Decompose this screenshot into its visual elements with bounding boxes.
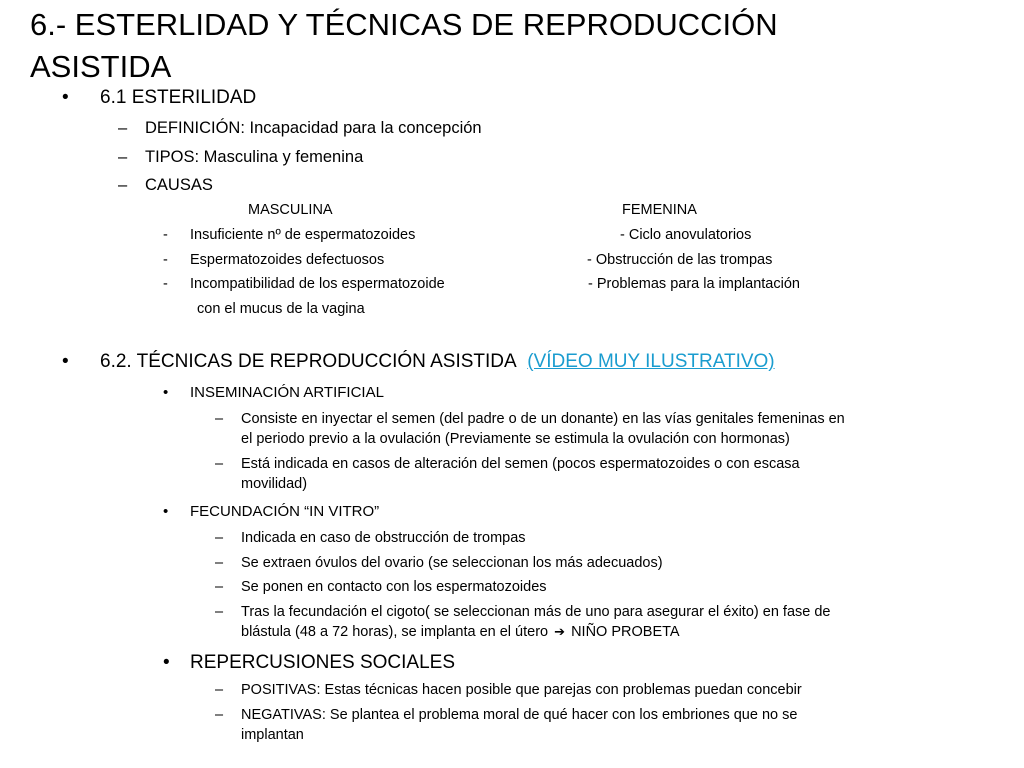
positivas-item: POSITIVAS: Estas técnicas hacen posible que parejas con problemas puedan concebir xyxy=(241,682,802,698)
title-line-2: ASISTIDA xyxy=(30,49,172,84)
fecundacion-item: Indicada en caso de obstrucción de trompas xyxy=(241,530,526,546)
masculina-cause: Incompatibilidad de los espermatozoide xyxy=(190,276,445,292)
fecundacion-item: Se ponen en contacto con los espermatozoides xyxy=(241,579,547,595)
hyphen: - xyxy=(163,227,168,243)
bullet: • xyxy=(163,384,169,401)
video-link[interactable]: (VÍDEO MUY ILUSTRATIVO) xyxy=(527,351,775,372)
bullet: • xyxy=(163,503,169,520)
masculina-header: MASCULINA xyxy=(248,202,333,218)
dash: – xyxy=(215,579,224,595)
nino-probeta-text: NIÑO PROBETA xyxy=(571,624,680,640)
causas-item: CAUSAS xyxy=(145,176,213,194)
dash: – xyxy=(215,530,224,546)
bullet: • xyxy=(62,87,69,108)
dash: – xyxy=(215,456,224,472)
inseminacion-indication-line-1: Está indicada en casos de alteración del semen (pocos espermatozoides o con escasa xyxy=(241,456,800,472)
dash: – xyxy=(215,555,224,571)
hyphen: - xyxy=(163,276,168,292)
femenina-header: FEMENINA xyxy=(622,202,697,218)
femenina-cause: - Ciclo anovulatorios xyxy=(620,227,752,243)
arrow-right-icon: ➔ xyxy=(554,624,566,639)
inseminacion-desc-line-1: Consiste en inyectar el semen (del padre o de un donante) en las vías genitales femeninas en xyxy=(241,411,845,427)
dash: – xyxy=(215,707,224,723)
bullet: • xyxy=(163,652,170,673)
negativas-item-line-2: implantan xyxy=(241,727,304,743)
fecundacion-item-last-text: blástula (48 a 72 horas), se implanta en el útero xyxy=(241,624,549,640)
section-heading-esterilidad: 6.1 ESTERILIDAD xyxy=(100,87,257,108)
section-heading-tecnicas xyxy=(100,351,775,373)
dash: – xyxy=(118,148,128,166)
tipos-item: TIPOS: Masculina y femenina xyxy=(145,148,364,166)
negativas-item-line-1: NEGATIVAS: Se plantea el problema moral de qué hacer con los embriones que no se xyxy=(241,707,798,723)
hyphen: - xyxy=(163,252,168,268)
title-line-1: 6.- ESTERLIDAD Y TÉCNICAS DE REPRODUCCIÓN xyxy=(30,7,778,42)
dash: – xyxy=(118,176,128,194)
page-title xyxy=(30,4,778,88)
repercusiones-heading: REPERCUSIONES SOCIALES xyxy=(190,652,456,673)
fecundacion-heading: FECUNDACIÓN “IN VITRO” xyxy=(190,503,380,520)
masculina-cause: Insuficiente nº de espermatozoides xyxy=(190,227,416,243)
inseminacion-indication-line-2: movilidad) xyxy=(241,476,308,492)
masculina-cause: Espermatozoides defectuosos xyxy=(190,252,385,268)
inseminacion-heading: INSEMINACIÓN ARTIFICIAL xyxy=(190,384,384,401)
section-heading-tecnicas-text: 6.2. TÉCNICAS DE REPRODUCCIÓN ASISTIDA xyxy=(100,351,517,372)
definicion-item: DEFINICIÓN: Incapacidad para la concepción xyxy=(145,119,482,137)
dash: – xyxy=(215,682,224,698)
dash: – xyxy=(118,119,128,137)
fecundacion-item-last-line-2 xyxy=(241,623,680,641)
fecundacion-item: Se extraen óvulos del ovario (se seleccionan los más adecuados) xyxy=(241,555,663,571)
bullet: • xyxy=(62,351,69,372)
femenina-cause: - Obstrucción de las trompas xyxy=(587,252,773,268)
femenina-cause: - Problemas para la implantación xyxy=(588,276,800,292)
fecundacion-item-last-line-1: Tras la fecundación el cigoto( se seleccionan más de uno para asegurar el éxito) en fase de xyxy=(241,604,831,620)
masculina-cause-continuation: con el mucus de la vagina xyxy=(197,301,365,317)
dash: – xyxy=(215,604,224,620)
inseminacion-desc-line-2: el periodo previo a la ovulación (Previamente se estimula la ovulación con hormonas) xyxy=(241,431,790,447)
dash: – xyxy=(215,411,224,427)
